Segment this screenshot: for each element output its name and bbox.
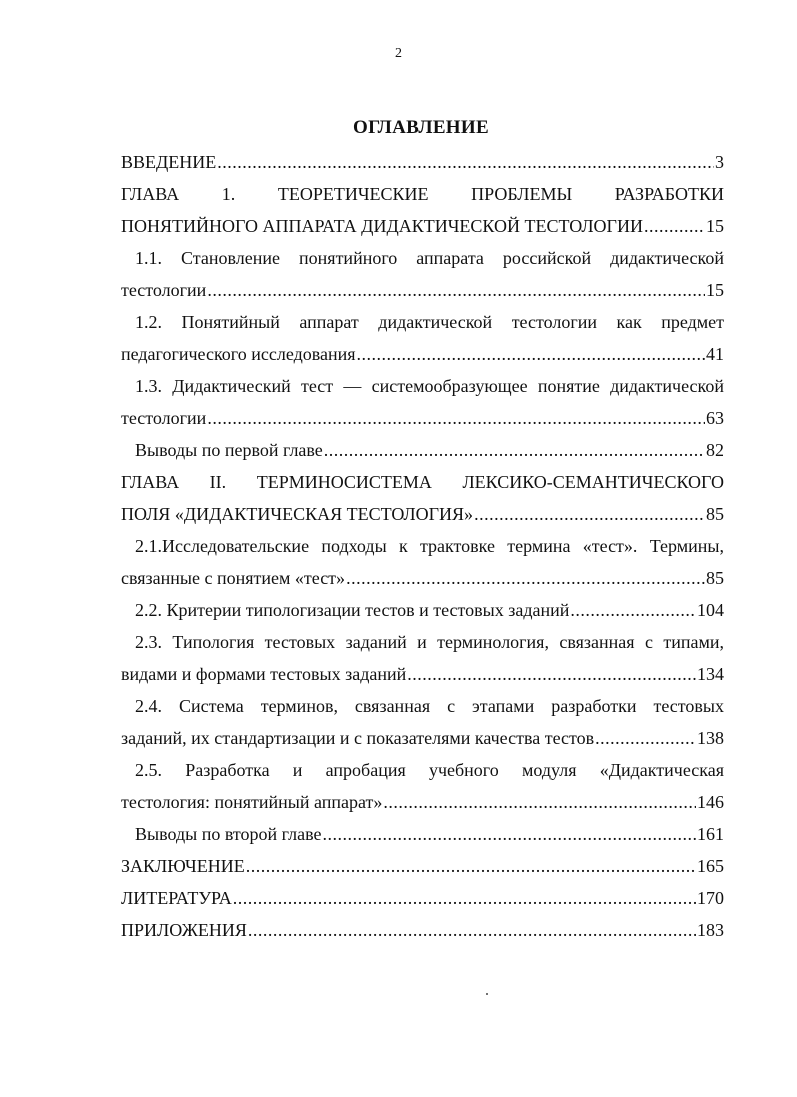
toc-page-number: 146 [697, 792, 724, 812]
toc-section-2-3-heading[interactable]: 2.3. Типология тестовых заданий и терминология, связанная с типами, [135, 632, 724, 652]
toc-entry-section-1-2[interactable] [121, 338, 724, 370]
toc-entry-conclusions-chapter-2[interactable] [135, 818, 724, 850]
toc-entry-section-2-3[interactable] [121, 658, 724, 690]
leader-dots [644, 210, 705, 242]
leader-dots [595, 722, 696, 754]
toc-section-2-4-heading[interactable]: 2.4. Система терминов, связанная с этапами разработки тестовых [135, 696, 724, 716]
toc-entry-text: Выводы по первой главе [135, 440, 323, 460]
toc-entry-text: тестологии [121, 280, 207, 300]
toc-page-number: 170 [697, 888, 724, 908]
leader-dots [248, 914, 696, 946]
leader-dots [217, 146, 714, 178]
toc-entry-text: педагогического исследования [121, 344, 356, 364]
toc-section-2-5-heading[interactable]: 2.5. Разработка и апробация учебного модуля «Дидактическая [135, 760, 724, 780]
leader-dots [207, 274, 705, 306]
toc-entry-text: ЛИТЕРАТУРА [121, 888, 232, 908]
toc-page-number: 85 [706, 568, 724, 588]
leader-dots [324, 434, 705, 466]
toc-entry-section-2-1[interactable] [121, 562, 724, 594]
toc-entry-conclusions-chapter-1[interactable] [135, 434, 724, 466]
toc-page-number: 15 [706, 280, 724, 300]
toc-page-number: 161 [697, 824, 724, 844]
toc-entry-literature[interactable] [121, 882, 724, 914]
toc-page-number: 183 [697, 920, 724, 940]
toc-entry-text: Выводы по второй главе [135, 824, 322, 844]
toc-page-number: 104 [697, 600, 724, 620]
leader-dots [357, 338, 705, 370]
leader-dots [346, 562, 705, 594]
leader-dots [474, 498, 705, 530]
toc-entry-section-2-2[interactable] [135, 594, 724, 626]
toc-page-number: 134 [697, 664, 724, 684]
toc-page-number: 3 [715, 152, 724, 172]
toc-chapter-2-heading[interactable]: ГЛАВА II. ТЕРМИНОСИСТЕМА ЛЕКСИКО-СЕМАНТИЧЕСКОГО [121, 472, 724, 492]
toc-entry-text: ПОЛЯ «ДИДАКТИЧЕСКАЯ ТЕСТОЛОГИЯ» [121, 504, 474, 524]
leader-dots [207, 402, 705, 434]
toc-section-1-2-heading[interactable]: 1.2. Понятийный аппарат дидактической тестологии как предмет [135, 312, 724, 332]
toc-entry-section-2-4[interactable] [121, 722, 724, 754]
leader-dots [383, 786, 696, 818]
toc-entry-text: ПОНЯТИЙНОГО АППАРАТА ДИДАКТИЧЕСКОЙ ТЕСТОЛОГИИ [121, 216, 643, 236]
toc-entry-text: тестологии [121, 408, 207, 428]
leader-dots [407, 658, 696, 690]
toc-page-number: 15 [706, 216, 724, 236]
toc-page-number: 165 [697, 856, 724, 876]
toc-chapter-1-heading[interactable]: ГЛАВА 1. ТЕОРЕТИЧЕСКИЕ ПРОБЛЕМЫ РАЗРАБОТКИ [121, 184, 724, 204]
toc-entry-intro[interactable] [121, 146, 724, 178]
toc-entry-chapter-1[interactable] [121, 210, 724, 242]
toc-entry-text: связанные с понятием «тест» [121, 568, 346, 588]
toc-entry-text: ЗАКЛЮЧЕНИЕ [121, 856, 245, 876]
leader-dots [322, 818, 696, 850]
toc-entry-text: заданий, их стандартизации и с показателями качества тестов [121, 728, 595, 748]
toc-page-number: 85 [706, 504, 724, 524]
leader-dots [570, 594, 696, 626]
toc-entry-appendices[interactable] [121, 914, 724, 946]
toc-entry-section-2-5[interactable] [121, 786, 724, 818]
leader-dots [246, 850, 696, 882]
toc-entry-text: видами и формами тестовых заданий [121, 664, 407, 684]
toc-entry-chapter-2[interactable] [121, 498, 724, 530]
toc-entry-text: ПРИЛОЖЕНИЯ [121, 920, 247, 940]
table-of-contents [121, 146, 724, 946]
toc-section-2-1-heading[interactable]: 2.1.Исследовательские подходы к трактовке термина «тест». Термины, [135, 536, 724, 556]
toc-entry-text: тестология: понятийный аппарат» [121, 792, 383, 812]
toc-entry-text: ВВЕДЕНИЕ [121, 152, 217, 172]
toc-entry-section-1-3[interactable] [121, 402, 724, 434]
toc-page-number: 63 [706, 408, 724, 428]
toc-entry-text: 2.2. Критерии типологизации тестов и тестовых заданий [135, 600, 570, 620]
toc-page-number: 82 [706, 440, 724, 460]
toc-section-1-1-heading[interactable]: 1.1. Становление понятийного аппарата российской дидактической [135, 248, 724, 268]
toc-section-1-3-heading[interactable]: 1.3. Дидактический тест — системообразующее понятие дидактической [135, 376, 724, 396]
toc-title: ОГЛАВЛЕНИЕ [353, 117, 489, 138]
leader-dots [233, 882, 696, 914]
scan-artifact-dot [486, 993, 488, 995]
toc-page-number: 138 [697, 728, 724, 748]
toc-entry-section-1-1[interactable] [121, 274, 724, 306]
page-number: 2 [395, 46, 402, 61]
toc-page-number: 41 [706, 344, 724, 364]
toc-entry-conclusion[interactable] [121, 850, 724, 882]
